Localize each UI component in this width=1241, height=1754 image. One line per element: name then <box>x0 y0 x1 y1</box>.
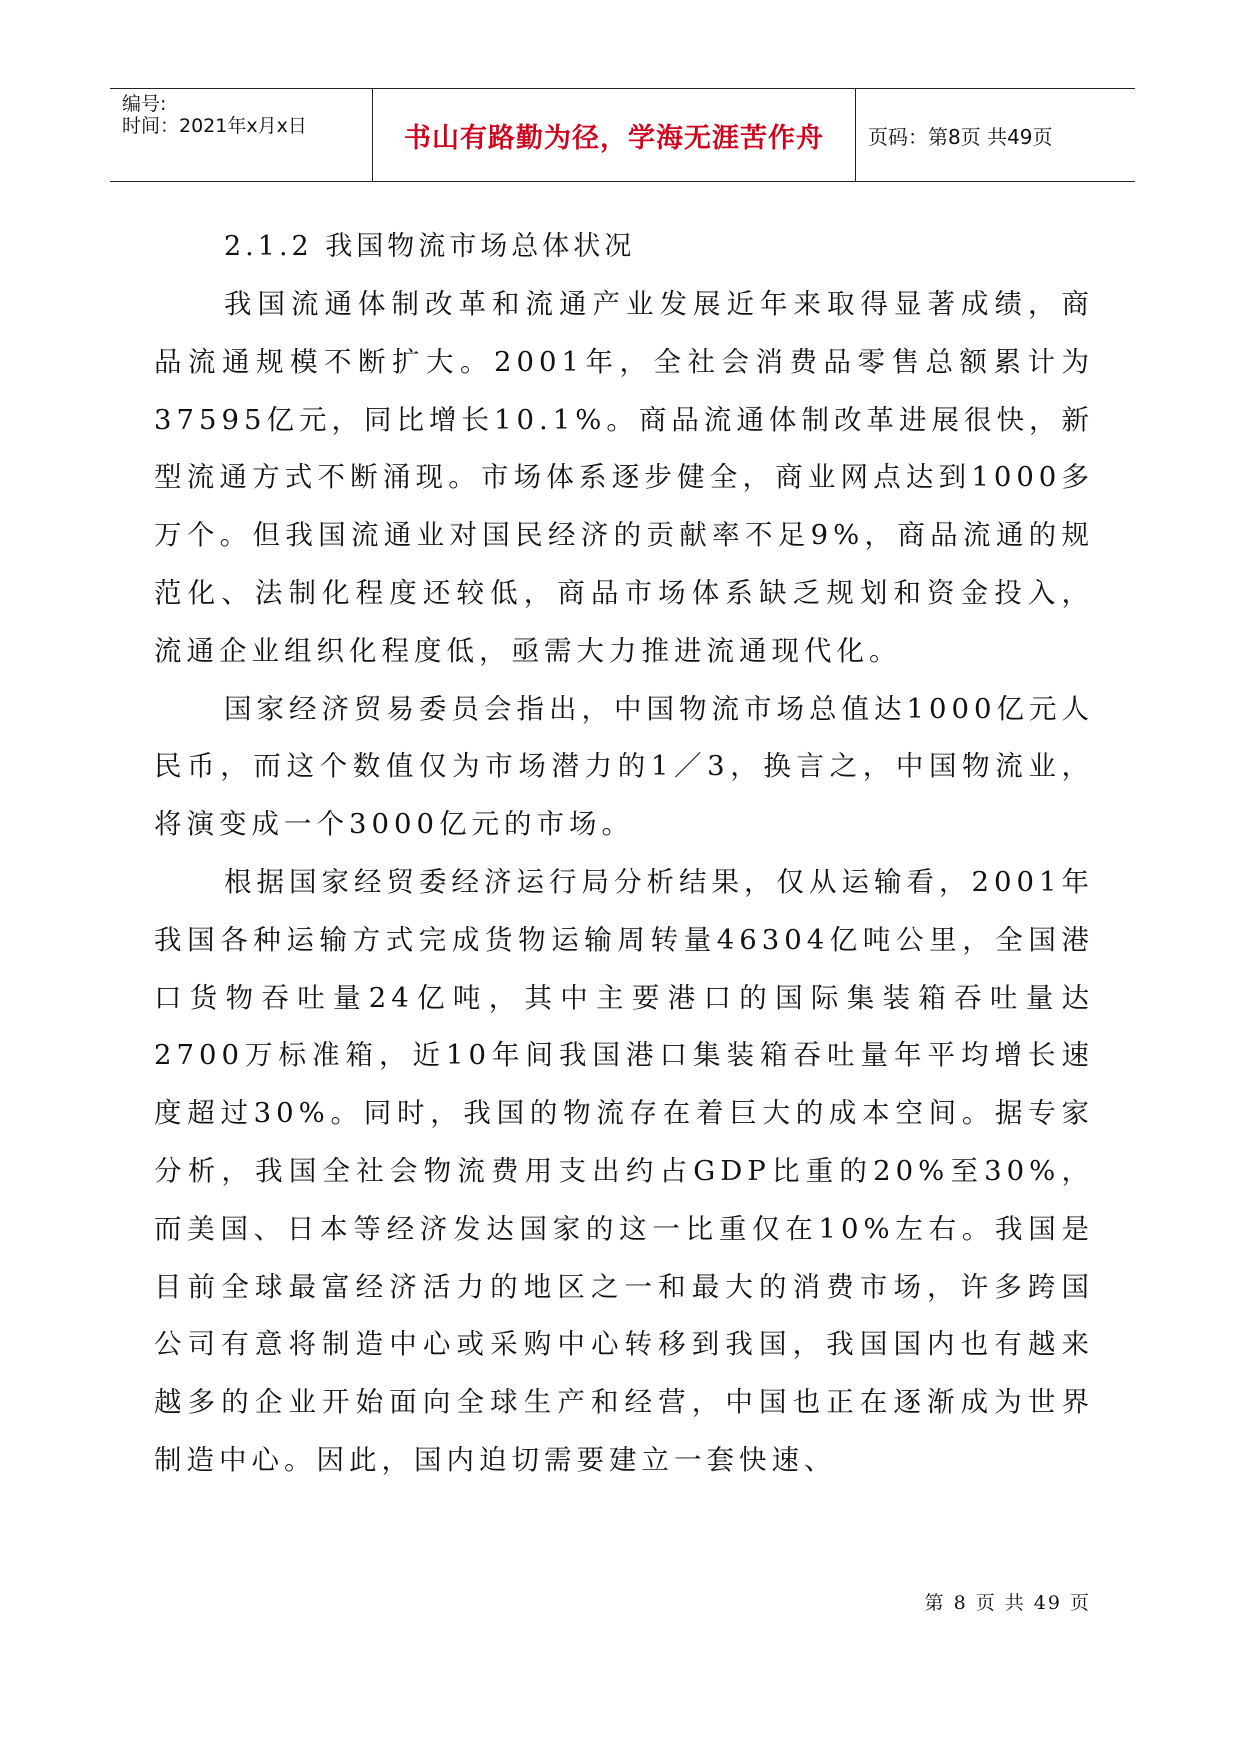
header-motto: 书山有路勤为径，学海无涯苦作舟 <box>404 122 824 154</box>
body-paragraph-3: 根据国家经贸委经济运行局分析结果，仅从运输看，2001年我国各种运输方式完成货物运输周转量46304亿吨公里，全国港口货物吞吐量24亿吨，其中主要港口的国际集装箱吞吐量达2700万标准箱，近10年间我国港口集装箱吞吐量年平均增长速度超过30%。同时，我国的物流存在着巨大的成本空间。据专家分析，我国全社会物流费用支出约占GDP比重的20%至30%，而美国、日本等经济发达国家的这一比重仅在10%左右。我国是目前全球最富经济活力的地区之一和最大的消费市场，许多跨国公司有意将制造中心或采购中心转移到我国，我国国内也有越来越多的企业开始面向全球生产和经营，中国也正在逐渐成为世界制造中心。因此，国内迫切需要建立一套快速、 <box>154 865 1094 1476</box>
document-body <box>154 218 1094 1490</box>
document-header <box>110 88 1135 182</box>
document-number-label: 编号: <box>122 93 167 115</box>
body-paragraph-1: 我国流通体制改革和流通产业发展近年来取得显著成绩，商品流通规模不断扩大。2001年，全社会消费品零售总额累计为37595亿元，同比增长10.1%。商品流通体制改革进展很快，新型流通方式不断涌现。市场体系逐步健全，商业网点达到1000多万个。但我国流通业对国民经济的贡献率不足9%，商品流通的规范化、法制化程度还较低，商品市场体系缺乏规划和资金投入，流通企业组织化程度低，亟需大力推进流通现代化。 <box>154 288 1094 667</box>
document-time-label: 时间：2021年x月x日 <box>122 115 307 137</box>
body-paragraph-2: 国家经济贸易委员会指出，中国物流市场总值达1000亿元人民币，而这个数值仅为市场潜力的1／3，换言之，中国物流业，将演变成一个3000亿元的市场。 <box>154 692 1094 841</box>
header-motto-cell <box>372 89 856 181</box>
header-page-cell <box>856 89 1135 181</box>
header-meta-cell <box>110 89 372 181</box>
page-footer: 第 8 页 共 49 页 <box>924 1592 1091 1614</box>
section-title: 2.1.2 我国物流市场总体状况 <box>224 231 636 262</box>
header-page-info: 页码：第8页 共49页 <box>868 124 1053 149</box>
